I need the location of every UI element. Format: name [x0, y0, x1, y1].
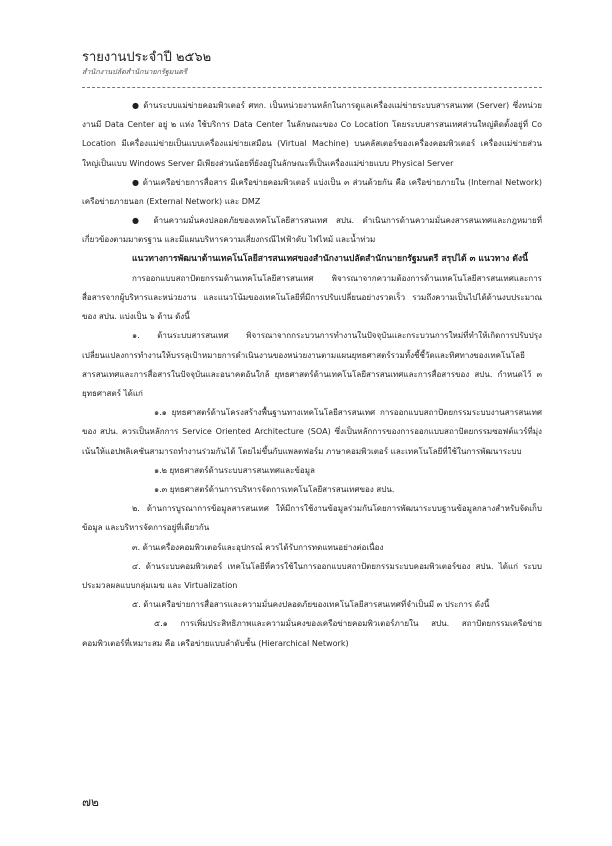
paragraph-security-bullet: ● ด้านความมั่นคงปลอดภัยของเทคโนโลยีสารสนเทศ สปน. ดำเนินการด้านความมั่นคงสารสนเทศและกฎหมายที่เกี่ยวข้องตามมาตรฐาน และมีแผนบริหารความเสี่ยงกรณีไฟฟ้าดับ ไฟไหม้ และน้ำท่วม: [82, 216, 542, 245]
document-body: [82, 96, 542, 653]
paragraph-item-1-3: ๑.๓ ยุทธศาสตร์ด้านการบริหารจัดการเทคโนโลยีสารสนเทศของ สปน.: [154, 485, 395, 495]
report-title: รายงานประจำปี ๒๕๖๒: [82, 50, 212, 65]
paragraph-item-4: ๔. ด้านระบบคอมพิวเตอร์ เทคโนโลยีที่ควรใช้ในการออกแบบสถาปัตยกรรมระบบคอมพิวเตอร์ของ สปน. ได้แก่ ระบบประมวลผลแบบกลุ่มเมฆ และ Virtualization: [82, 561, 542, 591]
paragraph-item-1-1: ๑.๑ ยุทธศาสตร์ด้านโครงสร้างพื้นฐานทางเทคโนโลยีสารสนเทศ การออกแบบสถาปัตยกรรมระบบงานสารสนเทศของ สปน. ควรเป็นหลักการ Service Oriented Architecture (SOA) ซึ่งเป็นหลักการของการออกแบบสถาปัตยกรรมซอฟต์แวร์ที่มุ่งเน้นให้แอปพลิเคชันสามารถทำงานร่วมกันได้ โดยไม่ขึ้นกับแพลตฟอร์ม ภาษาคอมพิวเตอร์ และเทคโนโลยีที่ใช้ในการพัฒนาระบบ: [82, 408, 542, 456]
page-header: [82, 50, 542, 78]
paragraph-item-1: ๑. ด้านระบบสารสนเทศ พิจารณาจากกระบวนการทำงานในปัจจุบันและกระบวนการใหม่ที่ทำให้เกิดการปรับปรุงเปลี่ยนแปลงการทำงานให้บรรลุเป้าหมายการดำเนินงานของหน่วยงานตามแผนยุทธศาสตร์รวมทั้งชี้ชี้วัดและทิศทางของเทคโนโลยีสารสนเทศและการสื่อสารในปัจจุบันและอนาคตอันใกล้ ยุทธศาสตร์ด้านเทคโนโลยีสารสนเทศและการสื่อสารของ สปน. กำหนดไว้ ๓ ยุทธศาสตร์ ได้แก่: [82, 331, 542, 399]
paragraph-item-2: ๒. ด้านการบูรณาการข้อมูลสารสนเทศ ให้มีการใช้งานข้อมูลร่วมกันโดยการพัฒนาระบบฐานข้อมูลกลางสำหรับจัดเก็บข้อมูล และบริหารจัดการอยู่ที่เดียวกัน: [82, 504, 542, 533]
paragraph-item-5-1: ๕.๑ การเพิ่มประสิทธิภาพและความมั่นคงของเครือข่ายคอมพิวเตอร์ภายใน สปน. สถาปัตยกรรมเครือข่ายคอมพิวเตอร์ที่เหมาะสม คือ เครือข่ายแบบลำดับชั้น (Hierarchical Network): [82, 619, 542, 648]
page-number: ๗๒: [82, 795, 99, 809]
paragraph-item-5: ๕. ด้านเครือข่ายการสื่อสารและความมั่นคงปลอดภัยของเทคโนโลยีสารสนเทศที่จำเป็นมี ๓ ประการ ดังนี้: [132, 600, 490, 610]
paragraph-network-bullet: ● ด้านเครือข่ายการสื่อสาร มีเครือข่ายคอมพิวเตอร์ แบ่งเป็น ๓ ส่วนด้วยกัน คือ เครือข่ายภายใน (Internal Network) เครือข่ายภายนอก (External Network) และ DMZ: [82, 177, 542, 207]
paragraph-item-1-2: ๑.๒ ยุทธศาสตร์ด้านระบบสารสนเทศและข้อมูล: [154, 465, 315, 475]
paragraph-architecture: การออกแบบสถาปัตยกรรมด้านเทคโนโลยีสารสนเทศ พิจารณาจากความต้องการด้านเทคโนโลยีสารสนเทศและการสื่อสารจากผู้บริหารและหน่วยงาน และแนวโน้มของเทคโนโลยีที่มีการปรับเปลี่ยนอย่างรวดเร็ว รวมถึงความเป็นไปได้ด้านงบประมาณของ สปน. แบ่งเป็น ๖ ด้าน ดังนี้: [82, 273, 542, 322]
office-subtitle: สำนักงานปลัดสำนักนายกรัฐมนตรี: [82, 67, 187, 76]
paragraph-item-3: ๓. ด้านเครื่องคอมพิวเตอร์และอุปกรณ์ ควรได้รับการทดแทนอย่างต่อเนื่อง: [132, 542, 384, 552]
paragraph-server-bullet: ● ด้านระบบแม่ข่ายคอมพิวเตอร์ ศทก. เป็นหน่วยงานหลักในการดูแลเครื่องแม่ข่ายระบบสารสนเทศ (Server) ซึ่งหน่วยงานมี Data Center อยู่ ๒ แห่ง ใช้บริการ Data Center ในลักษณะของ Co Location โดยระบบสารสนเทศส่วนใหญ่ติดตั้งอยู่ที่ Co Location มีเครื่องแม่ข่ายเป็นแบบเครื่องแม่ข่ายเสมือน (Virtual Machine) บนคลัสเตอร์ของเครื่องคอมพิวเตอร์ เครื่องแม่ข่ายส่วนใหญ่เป็นแบบ Windows Server มีเพียงส่วนน้อยที่ยังอยู่ในลักษณะที่เป็นเครื่องแม่ข่ายแบบ Physical Server: [82, 101, 542, 168]
section-heading: แนวทางการพัฒนาด้านเทคโนโลยีสารสนเทศของสำนักงานปลัดสำนักนายกรัฐมนตรี สรุปได้ ๓ แนวทาง ดังนี้: [132, 253, 529, 264]
header-divider: [82, 87, 542, 88]
